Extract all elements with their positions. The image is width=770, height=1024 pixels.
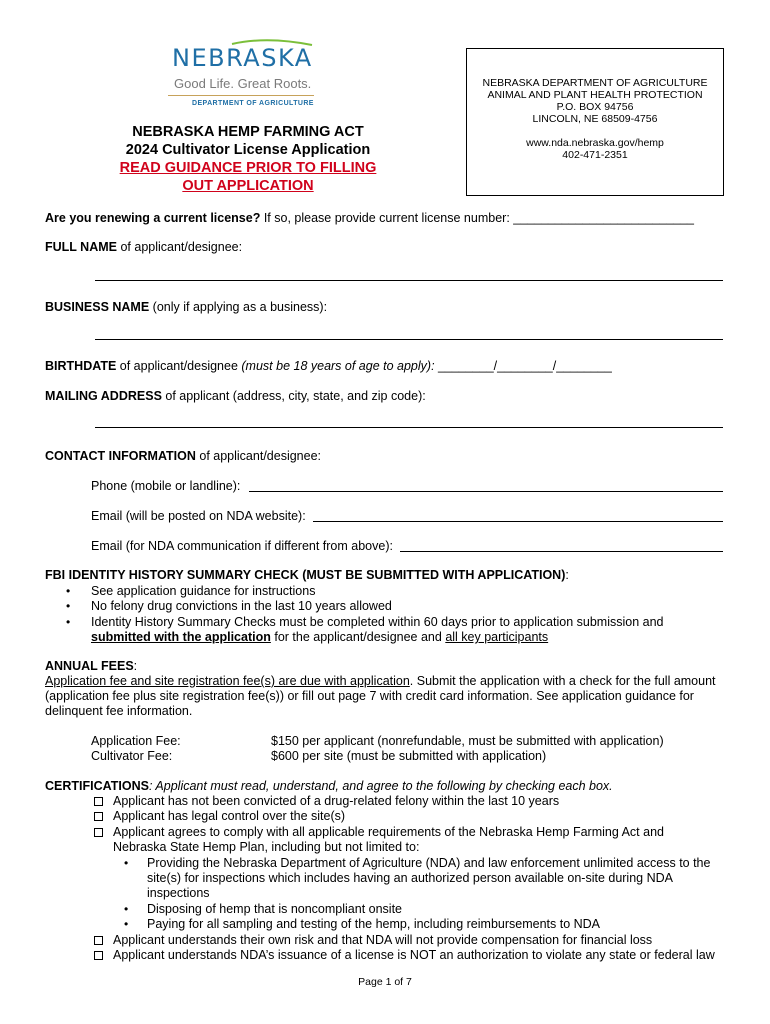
cert-subitem: Paying for all sampling and testing of the hemp, including reimbursements to NDA bbox=[147, 917, 601, 931]
page-number: Page 1 of 7 bbox=[358, 976, 412, 988]
fees-heading bbox=[45, 659, 137, 673]
guidance-warning-line1: READ GUIDANCE PRIOR TO FILLING bbox=[119, 160, 377, 176]
application-fee-value: $150 per applicant (nonrefundable, must be submitted with application) bbox=[271, 734, 664, 748]
fbi-text: for the applicant/designee and bbox=[270, 630, 446, 644]
email-nda-field[interactable] bbox=[400, 550, 723, 552]
mailing-address-field[interactable] bbox=[95, 426, 723, 428]
bullet-icon: • bbox=[124, 917, 129, 931]
form-title: NEBRASKA HEMP FARMING ACT bbox=[132, 124, 364, 140]
birthdate-label bbox=[45, 359, 612, 373]
fbi-emphasis: submitted with the application bbox=[91, 630, 271, 644]
fbi-key-participants: all key participants bbox=[445, 630, 549, 644]
cert-item-3: Applicant agrees to comply with all applicable requirements of the Nebraska Hemp Farming Act and bbox=[113, 825, 664, 839]
cert-item-5: Applicant understands NDA’s issuance of a license is NOT an authorization to violate any state or federal law bbox=[113, 948, 715, 962]
fees-due-notice: Application fee and site registration fee(s) are due with application bbox=[45, 674, 410, 688]
guidance-warning-line2: OUT APPLICATION bbox=[182, 178, 314, 194]
address-line: ANIMAL AND PLANT HEALTH PROTECTION bbox=[487, 89, 703, 101]
birthdate-heading: BIRTHDATE bbox=[45, 359, 117, 373]
email-public-label: Email (will be posted on NDA website): bbox=[91, 509, 306, 523]
renewal-question-text[interactable]: If so, please provide current license number: __________________________ bbox=[260, 211, 695, 225]
form-subtitle: 2024 Cultivator License Application bbox=[125, 142, 371, 158]
fees-paragraph: delinquent fee information. bbox=[45, 704, 193, 718]
address-line: NEBRASKA DEPARTMENT OF AGRICULTURE bbox=[482, 77, 708, 89]
mailing-address-label bbox=[45, 389, 426, 403]
cultivator-fee-label: Cultivator Fee: bbox=[91, 749, 173, 763]
logo-divider bbox=[168, 95, 314, 96]
cert-checkbox-5[interactable] bbox=[94, 951, 103, 960]
certifications-heading bbox=[45, 779, 613, 793]
agency-website: www.nda.nebraska.gov/hemp bbox=[526, 137, 664, 149]
contact-info-desc: of applicant/designee: bbox=[195, 449, 321, 463]
contact-info-heading: CONTACT INFORMATION bbox=[45, 449, 196, 463]
mailing-address-heading: MAILING ADDRESS bbox=[45, 389, 162, 403]
agency-address-box bbox=[466, 48, 724, 196]
cert-subitem: Disposing of hemp that is noncompliant onsite bbox=[147, 902, 403, 916]
renewal-question bbox=[45, 211, 694, 225]
certifications-heading-text: CERTIFICATIONS bbox=[45, 779, 149, 793]
bullet-icon: • bbox=[124, 856, 129, 870]
fees-heading-text: ANNUAL FEES bbox=[45, 659, 134, 673]
cert-checkbox-2[interactable] bbox=[94, 812, 103, 821]
cert-item-4: Applicant understands their own risk and that NDA will not provide compensation for financial loss bbox=[113, 933, 653, 947]
mailing-address-desc: of applicant (address, city, state, and zip code): bbox=[161, 389, 426, 403]
bullet-icon: • bbox=[124, 902, 129, 916]
birthdate-field[interactable]: ________/________/________ bbox=[434, 359, 612, 373]
renewal-question-label: Are you renewing a current license? bbox=[45, 211, 261, 225]
logo-department: DEPARTMENT OF AGRICULTURE bbox=[192, 100, 314, 107]
fees-paragraph bbox=[45, 674, 716, 688]
bullet-icon: • bbox=[66, 599, 71, 613]
cert-checkbox-1[interactable] bbox=[94, 797, 103, 806]
business-name-field[interactable] bbox=[95, 338, 723, 340]
fbi-item-cont bbox=[91, 630, 548, 644]
contact-info-label bbox=[45, 449, 321, 463]
bullet-icon: • bbox=[66, 584, 71, 598]
certifications-instruction: : Applicant must read, understand, and agree to the following by checking each box. bbox=[148, 779, 613, 793]
full-name-desc: of applicant/designee: bbox=[117, 240, 243, 254]
fbi-item: No felony drug convictions in the last 10 years allowed bbox=[91, 599, 392, 613]
logo-wordmark: NEBRASKA bbox=[172, 44, 313, 72]
address-line: P.O. BOX 94756 bbox=[556, 101, 634, 113]
application-fee-label: Application Fee: bbox=[91, 734, 181, 748]
cert-item-2: Applicant has legal control over the site(s) bbox=[113, 809, 346, 823]
fees-paragraph: (application fee plus site registration fee(s)) or fill out page 7 with credit card information. See application guidance for bbox=[45, 689, 694, 703]
phone-label: Phone (mobile or landline): bbox=[91, 479, 241, 493]
cert-checkbox-3[interactable] bbox=[94, 828, 103, 837]
cultivator-fee-value: $600 per site (must be submitted with application) bbox=[271, 749, 547, 763]
bullet-icon: • bbox=[66, 615, 71, 629]
email-public-field[interactable] bbox=[313, 520, 723, 522]
business-name-heading: BUSINESS NAME bbox=[45, 300, 150, 314]
cert-subitem-cont: inspections bbox=[147, 886, 210, 900]
address-line: LINCOLN, NE 68509-4756 bbox=[532, 113, 658, 125]
full-name-field[interactable] bbox=[95, 279, 723, 281]
phone-field[interactable] bbox=[249, 490, 723, 492]
email-nda-label: Email (for NDA communication if different from above): bbox=[91, 539, 393, 553]
business-name-desc: (only if applying as a business): bbox=[149, 300, 328, 314]
agency-phone: 402-471-2351 bbox=[562, 149, 628, 161]
cert-subitem-cont: site(s) for inspections which includes having an authorized person available on-site during NDA bbox=[147, 871, 673, 885]
fees-heading-colon: : bbox=[133, 659, 138, 673]
fbi-item: See application guidance for instructions bbox=[91, 584, 316, 598]
cert-item-3-cont: Nebraska State Hemp Plan, including but not limited to: bbox=[113, 840, 420, 854]
birthdate-desc: of applicant/designee bbox=[116, 359, 242, 373]
cert-checkbox-4[interactable] bbox=[94, 936, 103, 945]
full-name-heading: FULL NAME bbox=[45, 240, 117, 254]
cert-subitem: Providing the Nebraska Department of Agriculture (NDA) and law enforcement unlimited access to the bbox=[147, 856, 711, 870]
fbi-heading bbox=[45, 568, 569, 582]
birthdate-age-note: (must be 18 years of age to apply): bbox=[241, 359, 435, 373]
full-name-label bbox=[45, 240, 242, 254]
business-name-label bbox=[45, 300, 327, 314]
cert-item-1: Applicant has not been convicted of a drug-related felony within the last 10 years bbox=[113, 794, 560, 808]
fbi-item: Identity History Summary Checks must be completed within 60 days prior to application submission and bbox=[91, 615, 664, 629]
logo-tagline: Good Life. Great Roots. bbox=[174, 76, 312, 91]
fees-text: . Submit the application with a check for the full amount bbox=[409, 674, 716, 688]
fbi-heading-text: FBI IDENTITY HISTORY SUMMARY CHECK (MUST BE SUBMITTED WITH APPLICATION) bbox=[45, 568, 566, 582]
fbi-heading-colon: : bbox=[565, 568, 569, 582]
